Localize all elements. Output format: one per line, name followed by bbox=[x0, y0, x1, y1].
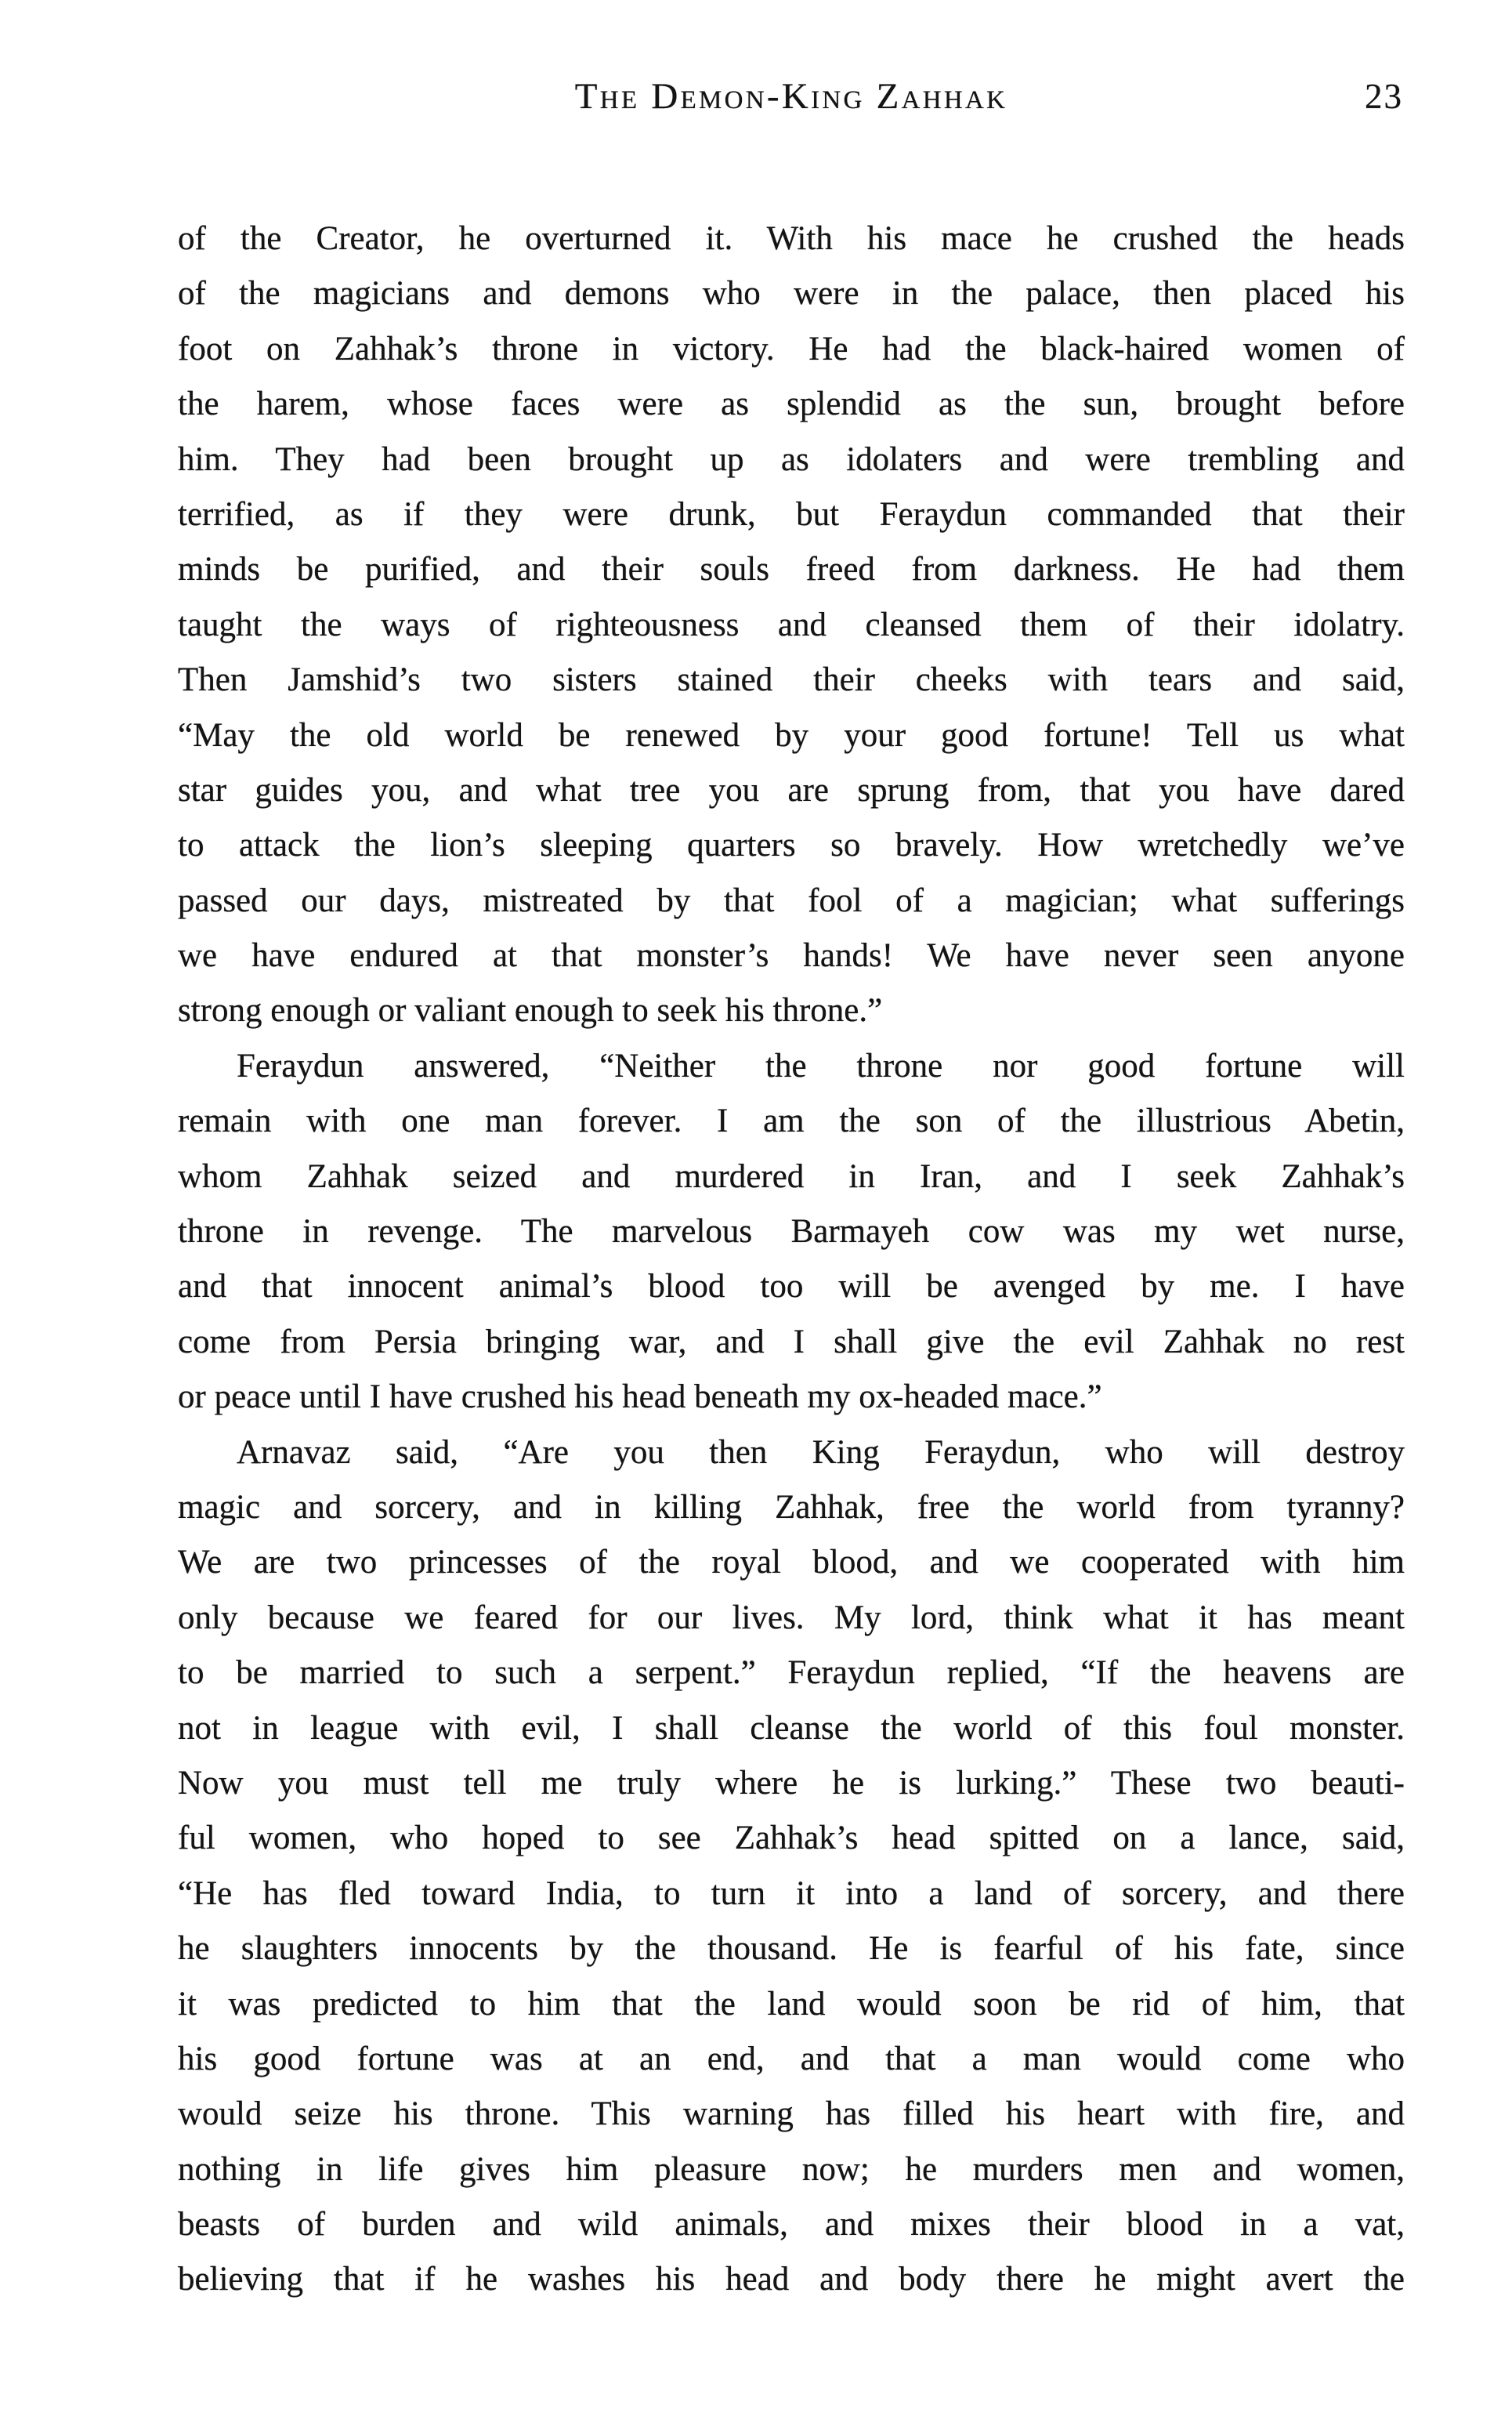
text-line: of the Creator, he overturned it. With his mace he crushed the heads bbox=[178, 220, 1405, 257]
text-line: Feraydun answered, “Neither the throne nor good fortune will bbox=[237, 1047, 1405, 1085]
text-line: beasts of burden and wild animals, and mixes their blood in a vat, bbox=[178, 2206, 1405, 2244]
text-line: foot on Zahhak’s throne in victory. He had the black-haired women of bbox=[178, 330, 1405, 368]
body-text-block bbox=[178, 212, 1405, 2308]
text-line: it was predicted to him that the land would soon be rid of him, that bbox=[178, 1985, 1405, 2023]
text-line: throne in revenge. The marvelous Barmayeh cow was my wet nurse, bbox=[178, 1213, 1405, 1251]
text-line: would seize his throne. This warning has filled his heart with fire, and bbox=[178, 2095, 1405, 2133]
text-line: come from Persia bringing war, and I shall give the evil Zahhak no rest bbox=[178, 1323, 1405, 1360]
text-line: the harem, whose faces were as splendid as the sun, brought before bbox=[178, 386, 1405, 423]
text-line: Now you must tell me truly where he is lurking.” These two beauti- bbox=[178, 1764, 1405, 1802]
text-line: remain with one man forever. I am the son of the illustrious Abetin, bbox=[178, 1103, 1405, 1140]
text-line: passed our days, mistreated by that fool of a magician; what sufferings bbox=[178, 882, 1405, 919]
chapter-title: The Demon-King Zahhak bbox=[574, 76, 1008, 117]
text-line: ful women, who hoped to see Zahhak’s head spitted on a lance, said, bbox=[178, 1820, 1405, 1857]
running-header bbox=[178, 74, 1405, 119]
text-line: him. They had been brought up as idolaters and were trembling and bbox=[178, 440, 1405, 478]
text-line: to be married to such a serpent.” Feraydun replied, “If the heavens are bbox=[178, 1654, 1405, 1692]
text-line: Then Jamshid’s two sisters stained their cheeks with tears and said, bbox=[178, 661, 1405, 699]
text-line: nothing in life gives him pleasure now; he murders men and women, bbox=[178, 2150, 1405, 2188]
text-line: strong enough or valiant enough to seek his throne.” bbox=[178, 992, 883, 1030]
text-line: believing that if he washes his head and body there he might avert the bbox=[178, 2261, 1405, 2298]
text-line: “May the old world be renewed by your good fortune! Tell us what bbox=[178, 716, 1405, 754]
text-line: taught the ways of righteousness and cleansed them of their idolatry. bbox=[178, 606, 1405, 643]
text-line: we have endured at that monster’s hands! We have never seen anyone bbox=[178, 937, 1405, 975]
text-line: only because we feared for our lives. My lord, think what it has meant bbox=[178, 1599, 1405, 1636]
text-line: his good fortune was at an end, and that a man would come who bbox=[178, 2040, 1405, 2077]
text-line: terrified, as if they were drunk, but Feraydun commanded that their bbox=[178, 495, 1405, 533]
text-line: We are two princesses of the royal blood, and we cooperated with him bbox=[178, 1544, 1405, 1581]
text-line: star guides you, and what tree you are sprung from, that you have dared bbox=[178, 771, 1405, 809]
text-line: and that innocent animal’s blood too will be avenged by me. I have bbox=[178, 1268, 1405, 1306]
text-line: or peace until I have crushed his head beneath my ox-headed mace.” bbox=[178, 1378, 1102, 1416]
text-line: “He has fled toward India, to turn it into a land of sorcery, and there bbox=[178, 1874, 1405, 1912]
text-line: of the magicians and demons who were in the palace, then placed his bbox=[178, 275, 1405, 313]
text-line: minds be purified, and their souls freed from darkness. He had them bbox=[178, 551, 1405, 589]
text-line: to attack the lion’s sleeping quarters so bravely. How wretchedly we’ve bbox=[178, 827, 1405, 864]
text-line: Arnavaz said, “Are you then King Feraydun, who will destroy bbox=[237, 1433, 1405, 1471]
text-line: he slaughters innocents by the thousand. He is fearful of his fate, since bbox=[178, 1930, 1405, 1968]
text-line: not in league with evil, I shall cleanse the world of this foul monster. bbox=[178, 1709, 1405, 1747]
text-line: whom Zahhak seized and murdered in Iran, and I seek Zahhak’s bbox=[178, 1157, 1405, 1195]
text-line: magic and sorcery, and in killing Zahhak, free the world from tyranny? bbox=[178, 1488, 1405, 1526]
page-number: 23 bbox=[1365, 77, 1403, 116]
